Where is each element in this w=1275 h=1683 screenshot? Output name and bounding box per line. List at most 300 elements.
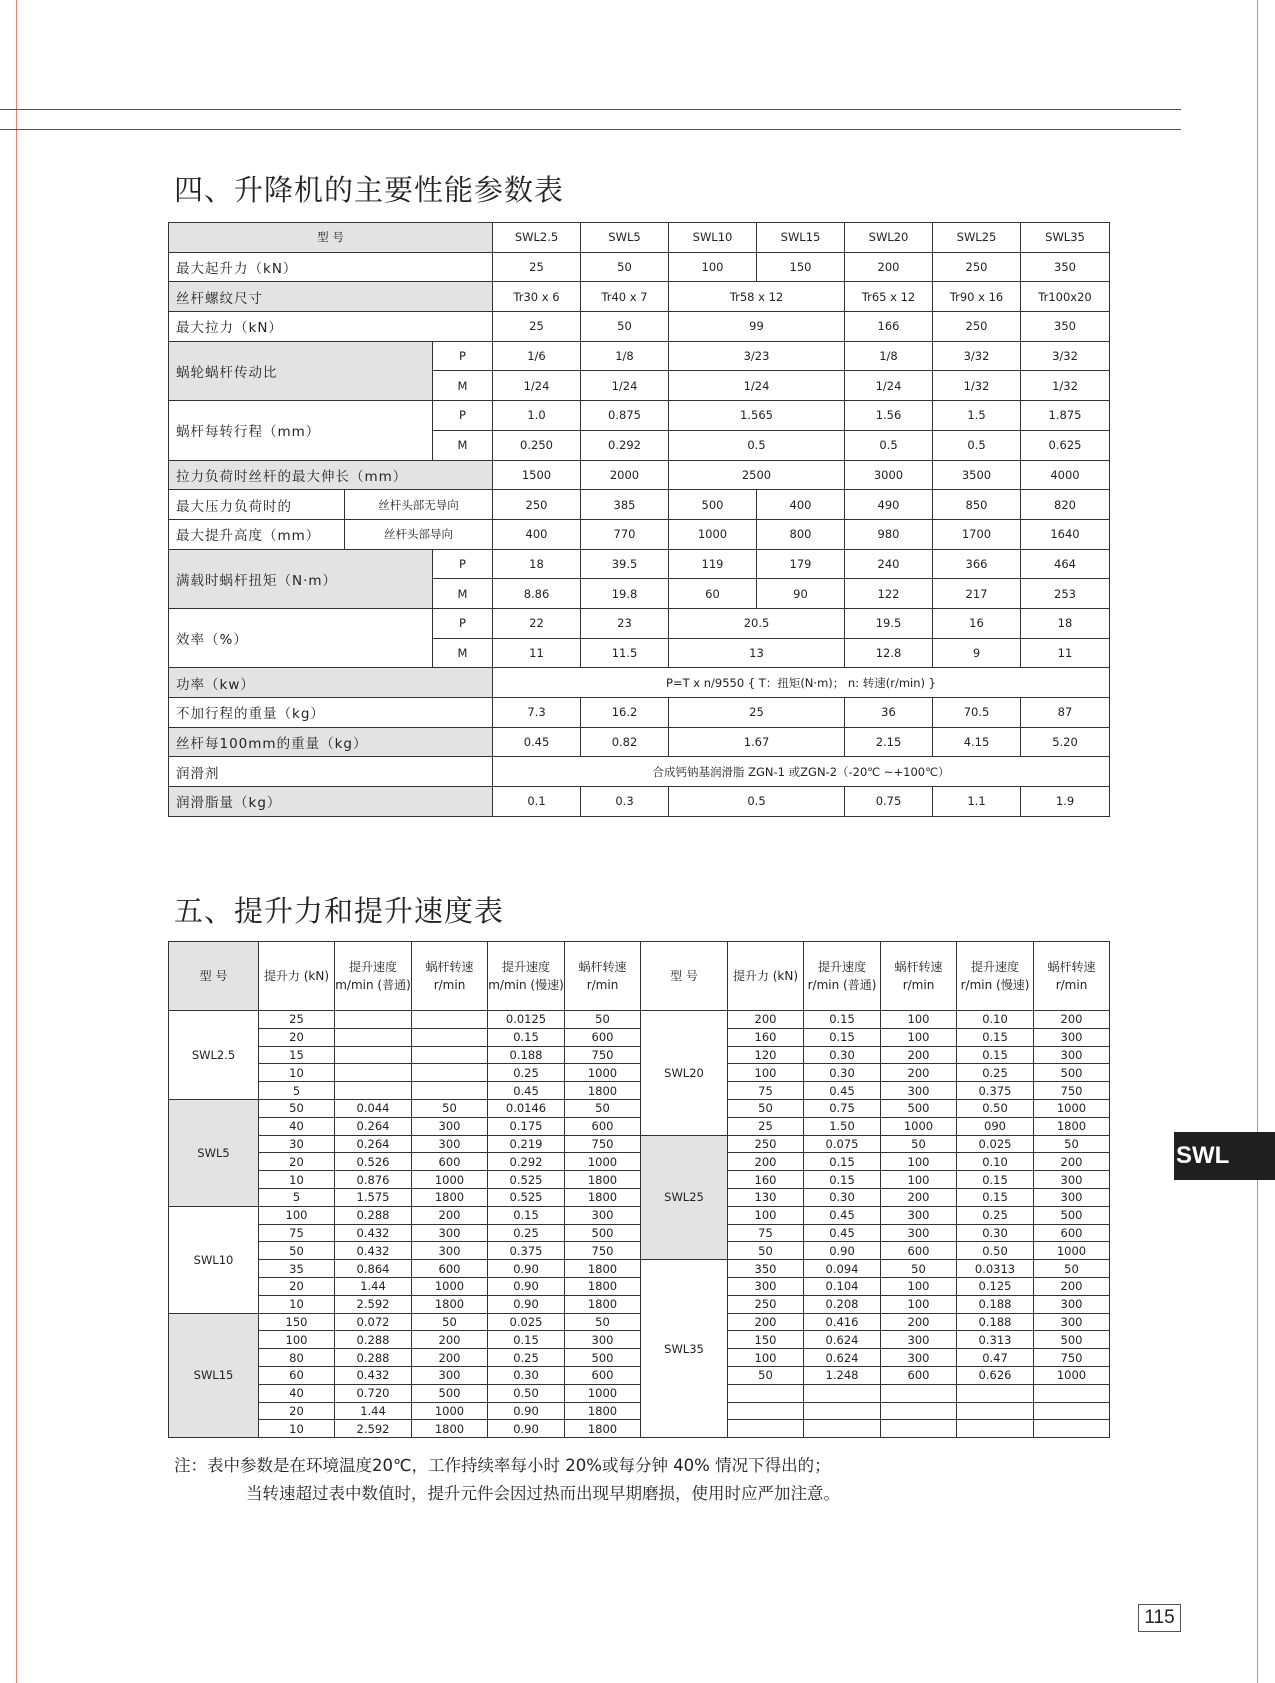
value-cell: 50 xyxy=(881,1135,957,1153)
param-cell: 不加行程的重量（kg） xyxy=(169,698,493,728)
value-cell: 10 xyxy=(259,1295,335,1313)
value-cell: 0.90 xyxy=(488,1277,565,1295)
value-cell: 2.592 xyxy=(335,1420,412,1438)
param-cell: 1/32 xyxy=(1021,371,1110,401)
value-cell: 20 xyxy=(259,1153,335,1171)
header-force-right: 提升力 (kN) xyxy=(728,942,804,1011)
table-row xyxy=(169,1064,1110,1082)
model-cell: SWL35 xyxy=(641,1260,728,1438)
value-cell: 1000 xyxy=(565,1064,641,1082)
param-cell: 1/24 xyxy=(845,371,933,401)
param-cell: 366 xyxy=(933,549,1021,579)
param-row xyxy=(169,668,1110,698)
param-cell: 3500 xyxy=(933,460,1021,490)
section1-title: 四、升降机的主要性能参数表 xyxy=(174,173,565,207)
value-cell: 0.208 xyxy=(804,1295,881,1313)
model-cell: SWL20 xyxy=(641,1011,728,1136)
value-cell: 200 xyxy=(728,1011,804,1029)
header-rpm-right: 蜗杆转速 r/min xyxy=(881,942,957,1011)
param-cell: 8.86 xyxy=(493,579,581,609)
param-cell: 770 xyxy=(581,519,669,549)
value-cell: 0.125 xyxy=(957,1277,1034,1295)
value-cell: 0.15 xyxy=(804,1011,881,1029)
value-cell: 0.45 xyxy=(804,1206,881,1224)
value-cell: 300 xyxy=(565,1331,641,1349)
right-border-line xyxy=(1257,0,1258,1683)
value-cell xyxy=(957,1420,1034,1438)
value-cell: 15 xyxy=(259,1046,335,1064)
header-model-left: 型 号 xyxy=(169,942,259,1011)
value-cell: 250 xyxy=(728,1295,804,1313)
value-cell: 1800 xyxy=(565,1420,641,1438)
value-cell xyxy=(412,1028,488,1046)
param-cell: P=T x n/9550 { T：扭矩(N·m)； n: 转速(r/min) } xyxy=(493,668,1110,698)
value-cell: 200 xyxy=(1034,1153,1110,1171)
value-cell: 0.90 xyxy=(488,1295,565,1313)
table-row xyxy=(169,1313,1110,1331)
value-cell: 0.15 xyxy=(488,1206,565,1224)
param-cell: 0.250 xyxy=(493,430,581,460)
param-cell: 蜗轮蜗杆传动比 xyxy=(169,341,433,400)
param-cell: 9 xyxy=(933,638,1021,668)
value-cell xyxy=(335,1082,412,1100)
value-cell: 0.25 xyxy=(488,1064,565,1082)
param-row xyxy=(169,490,1110,520)
param-cell: 16.2 xyxy=(581,698,669,728)
value-cell: 600 xyxy=(565,1366,641,1384)
param-cell: 0.875 xyxy=(581,401,669,431)
param-cell: SWL5 xyxy=(581,223,669,253)
value-cell: 300 xyxy=(412,1224,488,1242)
param-cell: 820 xyxy=(1021,490,1110,520)
value-cell: 0.720 xyxy=(335,1384,412,1402)
param-cell: 2500 xyxy=(669,460,845,490)
value-cell: 0.47 xyxy=(957,1349,1034,1367)
param-cell: 0.1 xyxy=(493,787,581,817)
value-cell: 200 xyxy=(1034,1011,1110,1029)
param-cell: 最大提升高度（mm） xyxy=(169,519,345,549)
param-cell: 0.3 xyxy=(581,787,669,817)
value-cell: 0.025 xyxy=(488,1313,565,1331)
param-cell: 0.5 xyxy=(845,430,933,460)
param-cell: 250 xyxy=(933,252,1021,282)
param-cell: 400 xyxy=(757,490,845,520)
value-cell: 500 xyxy=(565,1224,641,1242)
value-cell: 0.0125 xyxy=(488,1011,565,1029)
value-cell xyxy=(412,1011,488,1029)
value-cell: 0.416 xyxy=(804,1313,881,1331)
param-cell: 0.5 xyxy=(669,787,845,817)
value-cell: 500 xyxy=(1034,1331,1110,1349)
value-cell xyxy=(804,1384,881,1402)
param-cell: 250 xyxy=(933,312,1021,342)
table-row xyxy=(169,1117,1110,1135)
value-cell xyxy=(1034,1402,1110,1420)
value-cell: 750 xyxy=(1034,1082,1110,1100)
page-number: 115 xyxy=(1138,1604,1181,1632)
param-cell: 3000 xyxy=(845,460,933,490)
value-cell: 5 xyxy=(259,1082,335,1100)
param-cell: 拉力负荷时丝杆的最大伸长（mm） xyxy=(169,460,493,490)
value-cell: 0.288 xyxy=(335,1206,412,1224)
param-row xyxy=(169,223,1110,253)
param-cell: 23 xyxy=(581,608,669,638)
value-cell: 1.44 xyxy=(335,1277,412,1295)
side-tab-swl: SWL xyxy=(1174,1132,1275,1180)
value-cell: 0.50 xyxy=(488,1384,565,1402)
value-cell: 0.90 xyxy=(488,1402,565,1420)
param-cell: 0.75 xyxy=(845,787,933,817)
value-cell: 0.15 xyxy=(488,1028,565,1046)
header-speed-normal-left: 提升速度 m/min (普通) xyxy=(335,942,412,1011)
value-cell: 0.375 xyxy=(957,1082,1034,1100)
value-cell: 200 xyxy=(412,1206,488,1224)
param-row xyxy=(169,401,1110,431)
value-cell xyxy=(1034,1384,1110,1402)
param-cell: 19.8 xyxy=(581,579,669,609)
value-cell: 200 xyxy=(412,1331,488,1349)
value-cell: 100 xyxy=(259,1331,335,1349)
value-cell xyxy=(335,1028,412,1046)
param-cell: 丝杆头部无导向 xyxy=(345,490,493,520)
value-cell: 500 xyxy=(565,1349,641,1367)
value-cell: 0.0146 xyxy=(488,1099,565,1117)
param-cell: 11 xyxy=(1021,638,1110,668)
param-cell: M xyxy=(433,638,493,668)
value-cell: 0.90 xyxy=(488,1420,565,1438)
value-cell: 50 xyxy=(1034,1260,1110,1278)
param-cell: 166 xyxy=(845,312,933,342)
value-cell: 600 xyxy=(565,1028,641,1046)
param-cell: 2000 xyxy=(581,460,669,490)
footnote xyxy=(174,1452,840,1508)
value-cell: 25 xyxy=(728,1117,804,1135)
value-cell: 2.592 xyxy=(335,1295,412,1313)
param-cell: 1/24 xyxy=(581,371,669,401)
value-cell xyxy=(335,1046,412,1064)
value-cell: 300 xyxy=(565,1206,641,1224)
value-cell: 1800 xyxy=(565,1188,641,1206)
value-cell: 75 xyxy=(259,1224,335,1242)
param-cell: SWL25 xyxy=(933,223,1021,253)
param-cell: 蜗杆每转行程（mm） xyxy=(169,401,433,460)
value-cell: 0.90 xyxy=(488,1260,565,1278)
value-cell: 750 xyxy=(565,1135,641,1153)
value-cell: 0.15 xyxy=(957,1046,1034,1064)
param-cell: SWL15 xyxy=(757,223,845,253)
param-row xyxy=(169,519,1110,549)
model-cell: SWL15 xyxy=(169,1313,259,1438)
param-cell: 3/32 xyxy=(1021,341,1110,371)
param-cell: 60 xyxy=(669,579,757,609)
value-cell: 500 xyxy=(881,1099,957,1117)
value-cell xyxy=(881,1384,957,1402)
param-cell: 850 xyxy=(933,490,1021,520)
value-cell xyxy=(881,1420,957,1438)
value-cell: 300 xyxy=(1034,1028,1110,1046)
value-cell xyxy=(957,1384,1034,1402)
table-row xyxy=(169,1082,1110,1100)
value-cell: 120 xyxy=(728,1046,804,1064)
param-cell: 丝杆螺纹尺寸 xyxy=(169,282,493,312)
param-cell: Tr90 x 16 xyxy=(933,282,1021,312)
param-cell: 200 xyxy=(845,252,933,282)
param-cell: 1/6 xyxy=(493,341,581,371)
value-cell: 160 xyxy=(728,1171,804,1189)
value-cell: 500 xyxy=(1034,1064,1110,1082)
param-cell: 1/24 xyxy=(669,371,845,401)
param-cell: 1.875 xyxy=(1021,401,1110,431)
param-cell: 25 xyxy=(493,312,581,342)
value-cell: 0.219 xyxy=(488,1135,565,1153)
value-cell: 0.432 xyxy=(335,1224,412,1242)
value-cell: 0.876 xyxy=(335,1171,412,1189)
param-row xyxy=(169,757,1110,787)
value-cell: 300 xyxy=(1034,1171,1110,1189)
value-cell: 0.30 xyxy=(804,1064,881,1082)
value-cell: 750 xyxy=(565,1046,641,1064)
table-row xyxy=(169,1046,1110,1064)
param-cell: 70.5 xyxy=(933,698,1021,728)
param-cell: 效率（%） xyxy=(169,608,433,667)
value-cell: 200 xyxy=(881,1313,957,1331)
value-cell: 200 xyxy=(881,1188,957,1206)
value-cell: 0.375 xyxy=(488,1242,565,1260)
value-cell: 0.15 xyxy=(804,1171,881,1189)
value-cell: 0.264 xyxy=(335,1135,412,1153)
param-row xyxy=(169,608,1110,638)
value-cell: 1800 xyxy=(412,1295,488,1313)
param-cell: 0.82 xyxy=(581,727,669,757)
param-cell: 2.15 xyxy=(845,727,933,757)
value-cell xyxy=(335,1011,412,1029)
param-cell: 7.3 xyxy=(493,698,581,728)
param-cell: 25 xyxy=(669,698,845,728)
value-cell: 1000 xyxy=(412,1277,488,1295)
value-cell: 300 xyxy=(412,1117,488,1135)
table-row xyxy=(169,1420,1110,1438)
param-cell: 253 xyxy=(1021,579,1110,609)
value-cell: 0.45 xyxy=(488,1082,565,1100)
value-cell: 600 xyxy=(881,1242,957,1260)
value-cell: 25 xyxy=(259,1011,335,1029)
value-cell: 100 xyxy=(259,1206,335,1224)
left-border-line xyxy=(16,0,17,1683)
value-cell: 0.292 xyxy=(488,1153,565,1171)
header-rule-top xyxy=(0,109,1181,110)
table-row xyxy=(169,1402,1110,1420)
param-cell: 满载时蜗杆扭矩（N·m） xyxy=(169,549,433,608)
header-force-left: 提升力 (kN) xyxy=(259,942,335,1011)
value-cell: 50 xyxy=(728,1099,804,1117)
value-cell: 1000 xyxy=(412,1402,488,1420)
value-cell: 40 xyxy=(259,1117,335,1135)
value-cell: 600 xyxy=(565,1117,641,1135)
value-cell: 500 xyxy=(412,1384,488,1402)
param-cell: 20.5 xyxy=(669,608,845,638)
param-cell: 1.56 xyxy=(845,401,933,431)
value-cell: 0.50 xyxy=(957,1242,1034,1260)
value-cell: 0.15 xyxy=(804,1028,881,1046)
value-cell: 0.044 xyxy=(335,1099,412,1117)
value-cell xyxy=(881,1402,957,1420)
param-cell: 1/8 xyxy=(581,341,669,371)
param-cell: Tr58 x 12 xyxy=(669,282,845,312)
param-cell: 1500 xyxy=(493,460,581,490)
value-cell: 250 xyxy=(728,1135,804,1153)
param-cell: 4.15 xyxy=(933,727,1021,757)
table-row xyxy=(169,1349,1110,1367)
value-cell: 0.624 xyxy=(804,1331,881,1349)
value-cell: 300 xyxy=(881,1349,957,1367)
value-cell: 200 xyxy=(728,1153,804,1171)
param-cell: SWL35 xyxy=(1021,223,1110,253)
param-cell: 1.9 xyxy=(1021,787,1110,817)
value-cell: 0.288 xyxy=(335,1349,412,1367)
param-cell: 型 号 xyxy=(169,223,493,253)
header-rule-bottom xyxy=(0,129,1181,130)
value-cell: 1.50 xyxy=(804,1117,881,1135)
value-cell: 1.575 xyxy=(335,1188,412,1206)
value-cell: 1.248 xyxy=(804,1366,881,1384)
param-cell: 丝杆每100mm的重量（kg） xyxy=(169,727,493,757)
param-row xyxy=(169,312,1110,342)
param-cell: 100 xyxy=(669,252,757,282)
value-cell: 0.525 xyxy=(488,1171,565,1189)
value-cell: 1800 xyxy=(565,1260,641,1278)
param-cell: 22 xyxy=(493,608,581,638)
value-cell: 50 xyxy=(728,1242,804,1260)
param-cell: 90 xyxy=(757,579,845,609)
param-cell: 润滑脂量（kg） xyxy=(169,787,493,817)
value-cell: 100 xyxy=(728,1206,804,1224)
value-cell: 300 xyxy=(412,1135,488,1153)
param-cell: 1000 xyxy=(669,519,757,549)
value-cell: 80 xyxy=(259,1349,335,1367)
value-cell: 0.025 xyxy=(957,1135,1034,1153)
param-cell: 4000 xyxy=(1021,460,1110,490)
param-row xyxy=(169,727,1110,757)
header-speed-slow-right: 提升速度 r/min (慢速) xyxy=(957,942,1034,1011)
value-cell: 50 xyxy=(728,1366,804,1384)
value-cell: 300 xyxy=(881,1224,957,1242)
footnote-line-2: 当转速超过表中数值时，提升元件会因过热而出现早期磨损，使用时应严加注意。 xyxy=(246,1484,840,1503)
param-cell: 350 xyxy=(1021,312,1110,342)
header-rpm2-left: 蜗杆转速 r/min xyxy=(565,942,641,1011)
value-cell: 100 xyxy=(881,1277,957,1295)
value-cell: 0.175 xyxy=(488,1117,565,1135)
param-cell: 1/8 xyxy=(845,341,933,371)
value-cell: 0.15 xyxy=(488,1331,565,1349)
value-cell: 20 xyxy=(259,1028,335,1046)
param-cell: 980 xyxy=(845,519,933,549)
param-cell: Tr40 x 7 xyxy=(581,282,669,312)
value-cell xyxy=(804,1402,881,1420)
value-cell: 600 xyxy=(412,1153,488,1171)
value-cell: 300 xyxy=(881,1082,957,1100)
value-cell: 600 xyxy=(1034,1224,1110,1242)
param-cell: 1.67 xyxy=(669,727,845,757)
value-cell: 1000 xyxy=(565,1384,641,1402)
param-row xyxy=(169,698,1110,728)
value-cell: 0.313 xyxy=(957,1331,1034,1349)
value-cell: 0.864 xyxy=(335,1260,412,1278)
value-cell: 0.432 xyxy=(335,1366,412,1384)
value-cell: 0.30 xyxy=(804,1046,881,1064)
param-row xyxy=(169,252,1110,282)
value-cell xyxy=(728,1420,804,1438)
param-row xyxy=(169,341,1110,371)
param-cell: 0.292 xyxy=(581,430,669,460)
table-row xyxy=(169,1224,1110,1242)
value-cell: 0.30 xyxy=(957,1224,1034,1242)
value-cell: 1800 xyxy=(565,1402,641,1420)
value-cell: 300 xyxy=(1034,1295,1110,1313)
footnote-line-1: 注：表中参数是在环境温度20℃，工作持续率每小时 20%或每分钟 40% 情况下得出的； xyxy=(174,1456,831,1475)
table-row xyxy=(169,1011,1110,1029)
value-cell: 1800 xyxy=(565,1295,641,1313)
value-cell: 0.25 xyxy=(488,1349,565,1367)
param-cell: 800 xyxy=(757,519,845,549)
value-cell: 1800 xyxy=(412,1188,488,1206)
value-cell: 0.45 xyxy=(804,1224,881,1242)
value-cell: 1000 xyxy=(412,1171,488,1189)
value-cell: 0.30 xyxy=(804,1188,881,1206)
model-cell: SWL5 xyxy=(169,1099,259,1206)
value-cell: 090 xyxy=(957,1117,1034,1135)
value-cell: 0.525 xyxy=(488,1188,565,1206)
param-cell: 150 xyxy=(757,252,845,282)
value-cell: 100 xyxy=(881,1011,957,1029)
value-cell: 0.075 xyxy=(804,1135,881,1153)
value-cell: 1000 xyxy=(881,1117,957,1135)
table-row xyxy=(169,1384,1110,1402)
value-cell: 60 xyxy=(259,1366,335,1384)
param-cell: 240 xyxy=(845,549,933,579)
value-cell: 1000 xyxy=(1034,1242,1110,1260)
value-cell: 100 xyxy=(728,1349,804,1367)
value-cell: 150 xyxy=(259,1313,335,1331)
value-cell: 0.15 xyxy=(957,1171,1034,1189)
value-cell: 50 xyxy=(565,1099,641,1117)
value-cell xyxy=(728,1384,804,1402)
value-cell xyxy=(335,1064,412,1082)
value-cell: 0.15 xyxy=(957,1028,1034,1046)
value-cell: 50 xyxy=(881,1260,957,1278)
value-cell: 750 xyxy=(565,1242,641,1260)
param-cell: P xyxy=(433,549,493,579)
value-cell: 0.626 xyxy=(957,1366,1034,1384)
value-cell: 300 xyxy=(1034,1188,1110,1206)
value-cell: 1800 xyxy=(1034,1117,1110,1135)
value-cell: 200 xyxy=(728,1313,804,1331)
value-cell: 100 xyxy=(881,1028,957,1046)
value-cell: 600 xyxy=(881,1366,957,1384)
param-row xyxy=(169,787,1110,817)
value-cell: 300 xyxy=(881,1331,957,1349)
param-cell: P xyxy=(433,608,493,638)
lift-speed-table xyxy=(168,941,1110,1438)
value-cell: 350 xyxy=(728,1260,804,1278)
param-row xyxy=(169,460,1110,490)
param-cell: 11.5 xyxy=(581,638,669,668)
value-cell: 20 xyxy=(259,1402,335,1420)
value-cell: 200 xyxy=(881,1064,957,1082)
value-cell: 75 xyxy=(728,1082,804,1100)
value-cell xyxy=(957,1402,1034,1420)
param-cell: 润滑剂 xyxy=(169,757,493,787)
param-cell: 0.45 xyxy=(493,727,581,757)
